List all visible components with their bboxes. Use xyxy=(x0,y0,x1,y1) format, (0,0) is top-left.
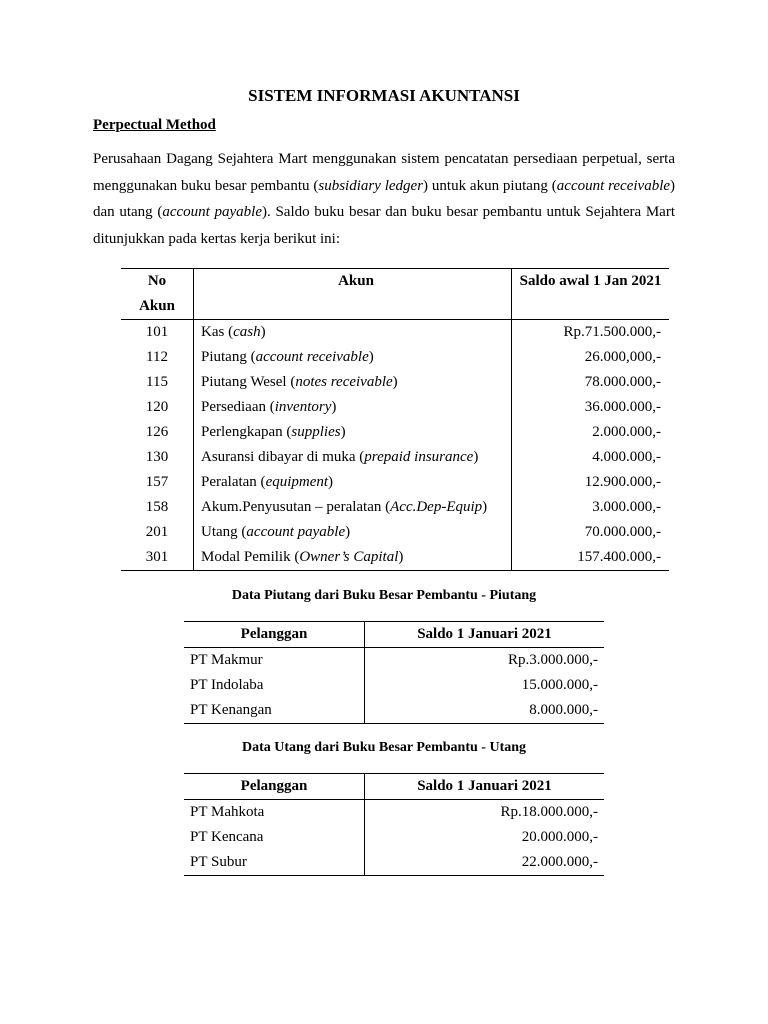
account-name-text: Perlengkapan ( xyxy=(201,424,292,440)
customer-name: PT Makmur xyxy=(184,648,365,674)
account-name-english: inventory xyxy=(274,399,332,415)
customer-balance: 15.000.000,- xyxy=(521,677,598,693)
table-row xyxy=(121,445,669,470)
account-balance: 78.000.000,- xyxy=(584,374,661,390)
customer-balance: 20.000.000,- xyxy=(521,829,598,845)
account-name xyxy=(194,470,512,495)
account-name-text: Akum.Penyusutan – peralatan ( xyxy=(201,499,391,515)
account-name xyxy=(194,395,512,420)
para-text-3: ) dan utang ( xyxy=(93,177,676,220)
table-row xyxy=(184,673,604,698)
account-name-close: ) xyxy=(473,449,479,465)
account-name xyxy=(194,495,512,520)
account-number: 158 xyxy=(121,495,194,520)
account-name-text: Piutang ( xyxy=(201,349,256,365)
table-row xyxy=(184,648,604,674)
account-balance: 26.000,000,- xyxy=(584,349,661,365)
customer-balance: 8.000.000,- xyxy=(365,698,605,724)
header-pelanggan: Pelanggan xyxy=(184,622,365,648)
account-name-text: Asuransi dibayar di muka ( xyxy=(201,449,365,465)
para-italic-2: account receivable xyxy=(556,177,671,194)
customer-name: PT Indolaba xyxy=(184,673,365,698)
account-number: 130 xyxy=(121,445,194,470)
account-name-close: ) xyxy=(328,474,334,490)
account-balance: 2.000.000,- xyxy=(592,424,661,440)
customer-balance: Rp.18.000.000,- xyxy=(500,804,598,820)
para-text-2: ) untuk akun piutang ( xyxy=(423,177,557,194)
account-balance-table xyxy=(121,268,669,571)
account-name-close: ) xyxy=(345,524,351,540)
account-name-text: Persediaan ( xyxy=(201,399,275,415)
account-name-close: ) xyxy=(398,549,404,565)
header-saldo: Saldo 1 Januari 2021 xyxy=(365,622,605,648)
piutang-table xyxy=(184,621,604,724)
para-text-1: Perusahaan Dagang Sejahtera Mart menggunakan sistem pencatatan persediaan perpetual, serta menggunakan buku besar pembantu ( xyxy=(93,151,675,194)
account-number: 101 xyxy=(121,320,194,346)
account-name-english: account payable xyxy=(246,524,346,540)
intro-paragraph xyxy=(93,146,675,252)
account-name xyxy=(194,320,512,346)
customer-balance: Rp.3.000.000,- xyxy=(508,652,598,668)
account-name-english: supplies xyxy=(291,424,341,440)
account-name-text: Modal Pemilik ( xyxy=(201,549,300,565)
account-balance: Rp.71.500.000,- xyxy=(563,324,661,340)
account-balance: 36.000.000,- xyxy=(584,399,661,415)
account-name-close: ) xyxy=(482,499,488,515)
para-italic-1: subsidiary ledger xyxy=(318,177,424,194)
account-name-english: Owner’s Capital xyxy=(299,549,399,565)
header-akun: Akun xyxy=(194,269,512,320)
account-name-text: Kas ( xyxy=(201,324,234,340)
account-name-close: ) xyxy=(331,399,337,415)
table-row xyxy=(121,545,669,571)
utang-table xyxy=(184,773,604,876)
account-balance: 3.000.000,- xyxy=(592,499,661,515)
table-row xyxy=(121,520,669,545)
account-name xyxy=(194,420,512,445)
table-row xyxy=(121,495,669,520)
piutang-caption: Data Piutang dari Buku Besar Pembantu - Piutang xyxy=(231,588,537,603)
account-balance: 157.400.000,- xyxy=(512,545,670,571)
customer-name: PT Subur xyxy=(184,850,365,876)
account-number: 120 xyxy=(121,395,194,420)
account-name-text: Utang ( xyxy=(201,524,247,540)
table-row xyxy=(121,420,669,445)
account-number: 201 xyxy=(121,520,194,545)
header-no-akun: No Akun xyxy=(121,269,194,320)
account-number: 112 xyxy=(121,345,194,370)
table-header-row xyxy=(184,622,604,648)
customer-name: PT Kenangan xyxy=(184,698,365,724)
customer-name: PT Kencana xyxy=(184,825,365,850)
account-name-close: ) xyxy=(368,349,374,365)
account-name-english: equipment xyxy=(265,474,329,490)
table-row xyxy=(184,800,604,826)
utang-caption: Data Utang dari Buku Besar Pembantu - Utang xyxy=(241,740,527,755)
para-italic-3: account payable xyxy=(162,204,263,220)
account-name-english: prepaid insurance xyxy=(364,449,474,465)
table-row xyxy=(184,850,604,876)
account-name-close: ) xyxy=(392,374,398,390)
header-saldo: Saldo awal 1 Jan 2021 xyxy=(512,269,670,320)
table-row xyxy=(121,370,669,395)
account-name-close: ) xyxy=(340,424,346,440)
table-header-row xyxy=(121,269,669,320)
header-saldo: Saldo 1 Januari 2021 xyxy=(365,774,605,800)
customer-balance: 22.000.000,- xyxy=(365,850,605,876)
customer-name: PT Mahkota xyxy=(184,800,365,826)
para-text-4: ). Saldo buku besar dan buku besar pembantu untuk Sejahtera Mart ditunjukkan pada kertas kerja berikut ini: xyxy=(93,204,675,247)
account-name-english: notes receivable xyxy=(295,374,393,390)
account-name-english: cash xyxy=(233,324,261,340)
account-name xyxy=(194,345,512,370)
account-number: 301 xyxy=(121,545,194,571)
table-row xyxy=(121,470,669,495)
table-row xyxy=(121,320,669,346)
page-title: SISTEM INFORMASI AKUNTANSI xyxy=(248,86,520,105)
account-name-text: Piutang Wesel ( xyxy=(201,374,296,390)
table-row xyxy=(121,395,669,420)
account-name xyxy=(194,370,512,395)
header-pelanggan: Pelanggan xyxy=(184,774,365,800)
table-row xyxy=(184,698,604,724)
table-header-row xyxy=(184,774,604,800)
table-row xyxy=(184,825,604,850)
account-number: 126 xyxy=(121,420,194,445)
account-name-english: Acc.Dep-Equip xyxy=(390,499,483,515)
account-number: 115 xyxy=(121,370,194,395)
account-name xyxy=(194,445,512,470)
section-subtitle: Perpectual Method xyxy=(93,117,216,133)
account-balance: 12.900.000,- xyxy=(584,474,661,490)
account-name xyxy=(194,520,512,545)
account-balance: 70.000.000,- xyxy=(584,524,661,540)
account-name-english: account receivable xyxy=(255,349,369,365)
account-name xyxy=(194,545,512,571)
account-name-close: ) xyxy=(260,324,266,340)
account-number: 157 xyxy=(121,470,194,495)
table-row xyxy=(121,345,669,370)
account-balance: 4.000.000,- xyxy=(592,449,661,465)
account-name-text: Peralatan ( xyxy=(201,474,266,490)
